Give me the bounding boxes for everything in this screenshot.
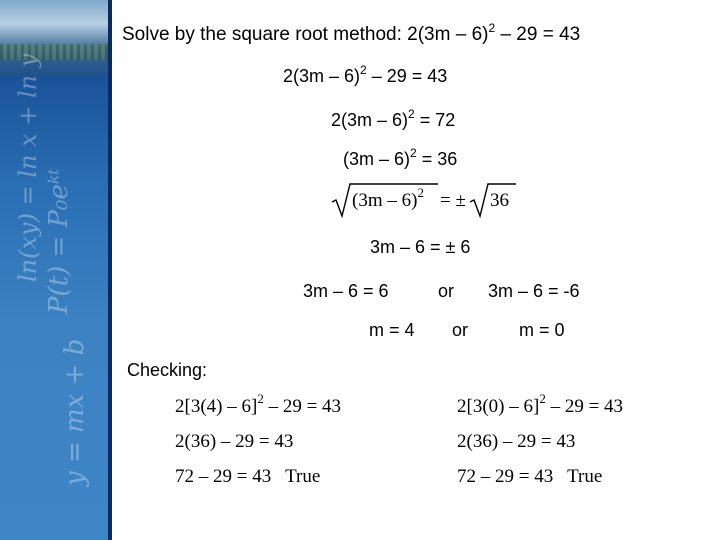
split-right: 3m – 6 = -6 [488,281,580,301]
split-left: 3m – 6 = 6 [303,281,389,301]
check-right-line-1: 2[3(0) – 6]$^2$ – 29 = 43 [457,391,624,417]
step-2: 2(3m – 6)$^2$ = 72 [331,107,456,130]
check-right-line-3: 72 – 29 = 43 True [457,466,603,487]
problem-title: Solve by the square root method: 2(3m – 6)$^2$ – 29 = 43 [122,21,581,45]
split-or: or [438,281,455,301]
solution-or: or [452,320,469,340]
watermark-line-equation: y = mx + b [60,338,90,486]
check-left-line-2: 2(36) – 29 = 43 [175,431,294,452]
radicand-left: (3m – 6)$^2$ [352,185,424,211]
step-1: 2(3m – 6)$^2$ – 29 = 43 [283,63,448,86]
watermark-log-rule: ln(xy) = ln x + ln y [14,53,42,282]
check-left-line-3: 72 – 29 = 43 True [175,466,321,487]
watermark-exponential-growth: P(t) = P₀eᵏᵗ [44,168,74,314]
check-left-line-1: 2[3(4) – 6]$^2$ – 29 = 43 [175,391,342,417]
solution-left: m = 4 [369,320,415,340]
plus-minus-step: 3m – 6 = ± 6 [370,237,471,257]
sidebar-divider [108,0,112,540]
decorative-sidebar [0,0,112,540]
check-right-line-2: 2(36) – 29 = 43 [457,431,576,452]
square-root-step [330,180,520,220]
solution-right: m = 0 [519,320,565,340]
radicand-right: 36 [490,190,509,211]
radical-rhs-sign: = ± [440,190,466,211]
checking-label: Checking: [127,360,208,380]
step-3: (3m – 6)$^2$ = 36 [343,146,458,169]
